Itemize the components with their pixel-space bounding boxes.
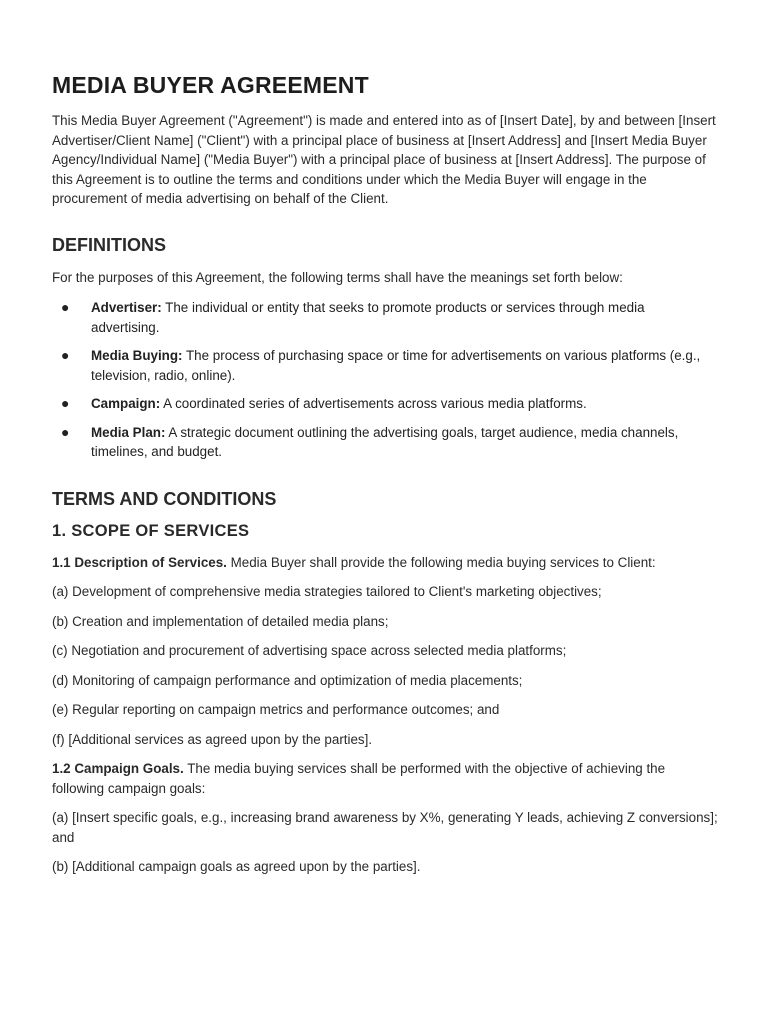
clause-1-1 <box>52 553 718 573</box>
clause-1-2 <box>52 759 718 798</box>
definition-term: Advertiser: <box>91 300 162 315</box>
terms-heading: TERMS AND CONDITIONS <box>52 488 277 509</box>
document-title: MEDIA BUYER AGREEMENT <box>52 72 369 98</box>
definitions-lead: For the purposes of this Agreement, the following terms shall have the meanings set forth below: <box>52 269 623 285</box>
service-item: (e) Regular reporting on campaign metrics and performance outcomes; and <box>52 702 500 717</box>
definition-text: A strategic document outlining the advertising goals, target audience, media channels, timelines, and budget. <box>91 424 679 459</box>
service-item: (f) [Additional services as agreed upon by the parties]. <box>52 731 373 747</box>
definition-text: The individual or entity that seeks to promote products or services through media advertising. <box>91 300 645 335</box>
bullet-icon: ● <box>61 395 70 411</box>
definition-item <box>52 298 701 337</box>
definition-text: The process of purchasing space or time for advertisements on various platforms (e.g., television, radio, online). <box>91 348 701 383</box>
definition-text: A coordinated series of advertisements across various media platforms. <box>160 396 587 411</box>
definition-item <box>52 423 701 462</box>
scope-heading: 1. SCOPE OF SERVICES <box>52 521 250 540</box>
intro-paragraph: This Media Buyer Agreement ("Agreement") is made and entered into as of [Insert Date], by and between [Insert Advertiser/Client Name] ("Client") with a principal place of business at [Insert Address] and [Insert Media Buyer Agency/Individual Name] ("Media Buyer") with a principal place of business at [Insert Address]. The purpose of this Agreement is to outline the terms and conditions under which the Media Buyer will engage in the procurement of media advertising on behalf of the Client. <box>52 113 716 206</box>
service-item: (b) Creation and implementation of detailed media plans; <box>52 613 389 629</box>
bullet-icon: ● <box>61 347 70 363</box>
definition-item <box>52 394 701 414</box>
clause-label: 1.1 Description of Services. <box>52 554 227 570</box>
bullet-icon: ● <box>61 423 70 440</box>
goal-item: (a) [Insert specific goals, e.g., increasing brand awareness by X%, generating Y leads, achieving Z conversions]; and <box>52 810 718 845</box>
definition-item <box>52 346 701 385</box>
clause-text: The media buying services shall be performed with the objective of achieving the following campaign goals: <box>52 761 666 796</box>
service-item: (d) Monitoring of campaign performance and optimization of media placements; <box>52 672 523 688</box>
definition-term: Media Plan: <box>91 424 166 440</box>
definitions-list <box>52 298 718 462</box>
clause-label: 1.2 Campaign Goals. <box>52 761 184 776</box>
definition-term: Media Buying: <box>91 348 183 363</box>
bullet-icon: ● <box>61 299 70 315</box>
service-item: (c) Negotiation and procurement of advertising space across selected media platforms; <box>52 643 567 658</box>
goal-item: (b) [Additional campaign goals as agreed upon by the parties]. <box>52 859 421 874</box>
service-item: (a) Development of comprehensive media strategies tailored to Client's marketing objectives; <box>52 584 602 599</box>
clause-text: Media Buyer shall provide the following media buying services to Client: <box>226 554 656 570</box>
definitions-heading: DEFINITIONS <box>52 234 167 255</box>
definition-term: Campaign: <box>91 396 161 411</box>
